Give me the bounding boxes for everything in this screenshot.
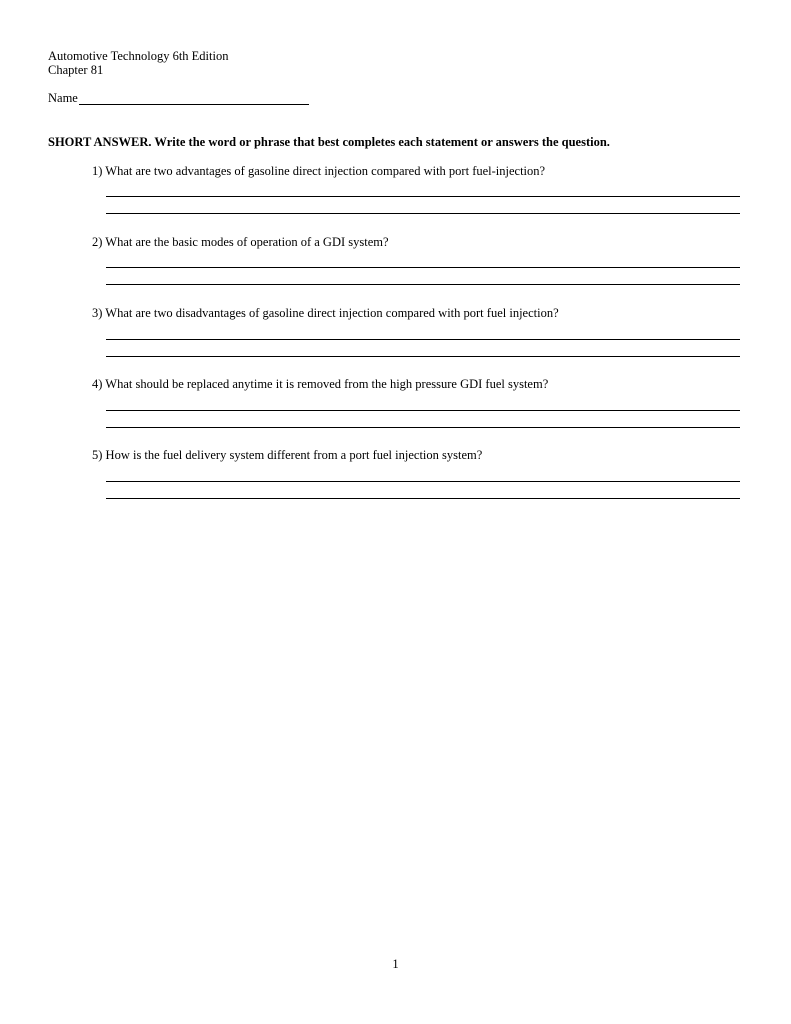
question-3 xyxy=(92,306,742,320)
page-number: 1 xyxy=(392,957,399,971)
question-text: 1) What are two advantages of gasoline direct injection compared with port fuel-injection? xyxy=(92,164,546,178)
answer-line[interactable] xyxy=(106,213,740,214)
question-text: 2) What are the basic modes of operation of a GDI system? xyxy=(92,235,389,249)
answer-line[interactable] xyxy=(106,498,740,499)
name-label: Name xyxy=(48,91,78,105)
question-2 xyxy=(92,235,742,249)
answer-line[interactable] xyxy=(106,267,740,268)
question-5 xyxy=(92,448,742,462)
answer-line[interactable] xyxy=(106,427,740,428)
answer-line[interactable] xyxy=(106,356,740,357)
book-title: Automotive Technology 6th Edition xyxy=(48,49,229,63)
question-1 xyxy=(92,164,742,178)
answer-line[interactable] xyxy=(106,196,740,197)
question-text: 5) How is the fuel delivery system different from a port fuel injection system? xyxy=(92,448,483,462)
answer-line[interactable] xyxy=(106,339,740,340)
instructions: SHORT ANSWER. Write the word or phrase that best completes each statement or answers the question. xyxy=(48,135,610,149)
answer-line[interactable] xyxy=(106,284,740,285)
name-blank-line[interactable] xyxy=(79,92,309,105)
answer-line[interactable] xyxy=(106,410,740,411)
chapter-label: Chapter 81 xyxy=(48,63,104,77)
question-text: 4) What should be replaced anytime it is removed from the high pressure GDI fuel system? xyxy=(92,377,549,391)
answer-line[interactable] xyxy=(106,481,740,482)
name-row xyxy=(48,91,309,105)
question-4 xyxy=(92,377,742,391)
question-text: 3) What are two disadvantages of gasoline direct injection compared with port fuel injection? xyxy=(92,306,559,320)
